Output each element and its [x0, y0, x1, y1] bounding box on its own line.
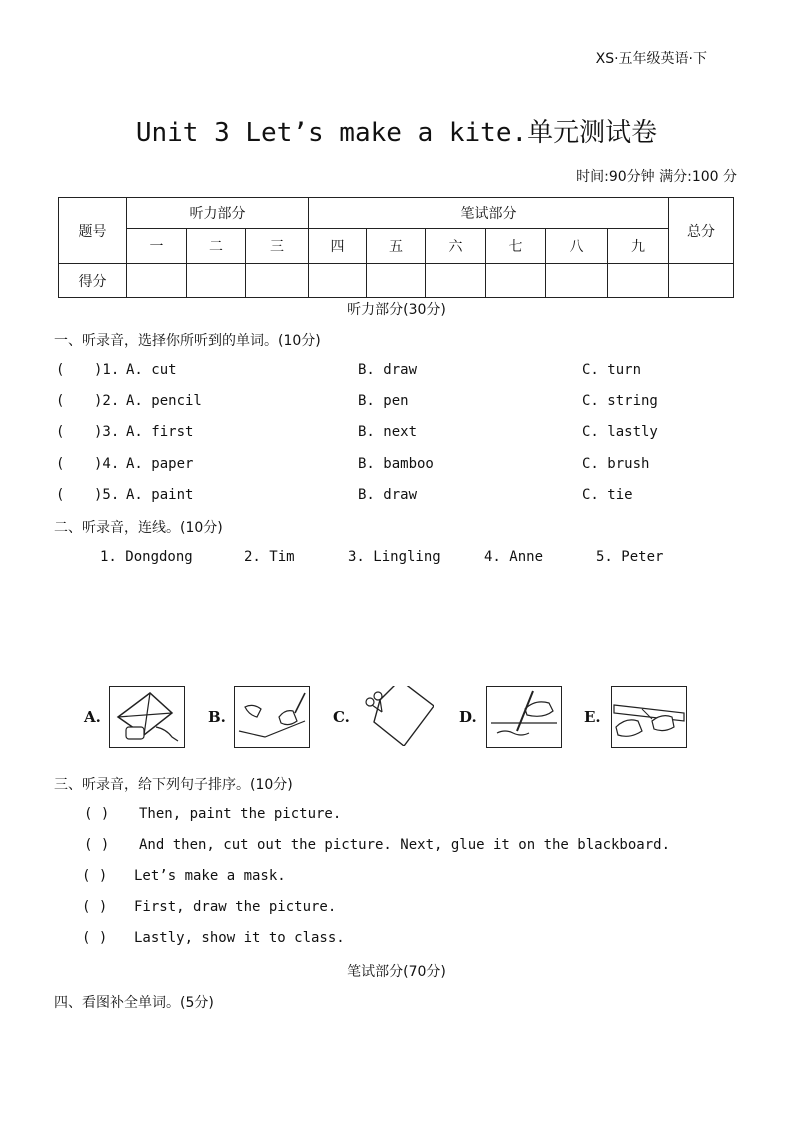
- option-c: C. turn: [582, 362, 642, 378]
- order-paren[interactable]: ( ): [82, 868, 108, 884]
- picture-label: B.: [208, 708, 226, 726]
- sentence-text: Lastly, show it to class.: [134, 930, 345, 946]
- sentence-text: Then, paint the picture.: [139, 806, 342, 822]
- kite-frame-icon[interactable]: [109, 686, 185, 748]
- option-b: B. pen: [358, 393, 409, 409]
- item-number: )1.: [94, 362, 120, 378]
- option-b: B. bamboo: [358, 456, 434, 472]
- item-number: )2.: [94, 393, 120, 409]
- option-b: B. next: [358, 424, 418, 440]
- writing-section-title: 笔试部分(70分): [347, 964, 446, 980]
- q3-title: 三、听录音，给下列句子排序。(10分): [54, 777, 293, 793]
- option-a: A. paint: [126, 487, 194, 503]
- numeral-cell: 九: [608, 229, 669, 264]
- page-title: [0, 112, 793, 149]
- item-number: )5.: [94, 487, 120, 503]
- score-entry-cell[interactable]: [608, 264, 669, 298]
- row-head-cell: 题号: [59, 198, 127, 264]
- listening-section-title: 听力部分(30分): [347, 302, 446, 318]
- item-number: )3.: [94, 424, 120, 440]
- answer-paren[interactable]: (: [56, 362, 65, 378]
- item-number: )4.: [94, 456, 120, 472]
- answer-paren[interactable]: (: [56, 424, 65, 440]
- score-table: [58, 197, 734, 298]
- answer-paren[interactable]: (: [56, 393, 65, 409]
- sentence-text: First, draw the picture.: [134, 899, 337, 915]
- tie-bamboo-icon[interactable]: [611, 686, 687, 748]
- numeral-cell: 八: [546, 229, 608, 264]
- drawing-hand-icon[interactable]: [234, 686, 310, 748]
- name-item[interactable]: 1. Dongdong: [100, 549, 193, 565]
- option-c: C. tie: [582, 487, 633, 503]
- score-entry-cell[interactable]: [309, 264, 367, 298]
- time-score-info: 时间:90分钟 满分:100 分: [576, 169, 737, 185]
- score-entry-cell[interactable]: [187, 264, 246, 298]
- score-entry-cell[interactable]: [546, 264, 608, 298]
- order-paren[interactable]: ( ): [84, 806, 110, 822]
- option-c: C. lastly: [582, 424, 658, 440]
- option-c: C. string: [582, 393, 658, 409]
- score-entry-cell[interactable]: [367, 264, 426, 298]
- option-a: A. paper: [126, 456, 194, 472]
- title-chinese: 单元测试卷: [527, 118, 658, 148]
- sentence-text: And then, cut out the picture. Next, glue it on the blackboard.: [139, 837, 671, 853]
- numeral-cell: 六: [426, 229, 486, 264]
- score-entry-cell[interactable]: [246, 264, 309, 298]
- listening-header: 听力部分: [127, 198, 309, 229]
- option-a: A. first: [126, 424, 194, 440]
- order-paren[interactable]: ( ): [82, 899, 108, 915]
- numeral-cell: 五: [367, 229, 426, 264]
- option-a: A. cut: [126, 362, 177, 378]
- writing-header: 笔试部分: [309, 198, 669, 229]
- answer-paren[interactable]: (: [56, 487, 65, 503]
- score-entry-cell[interactable]: [426, 264, 486, 298]
- name-item[interactable]: 5. Peter: [596, 549, 664, 565]
- numeral-cell: 四: [309, 229, 367, 264]
- q1-title: 一、听录音，选择你所听到的单词。(10分): [54, 333, 321, 349]
- numeral-cell: 三: [246, 229, 309, 264]
- option-b: B. draw: [358, 362, 418, 378]
- option-a: A. pencil: [126, 393, 202, 409]
- numeral-cell: 一: [127, 229, 187, 264]
- name-item[interactable]: 4. Anne: [484, 549, 544, 565]
- title-english: Unit 3 Let’s make a kite.: [135, 118, 528, 148]
- option-c: C. brush: [582, 456, 650, 472]
- total-entry-cell[interactable]: [669, 264, 734, 298]
- sentence-text: Let’s make a mask.: [134, 868, 286, 884]
- name-item[interactable]: 2. Tim: [244, 549, 295, 565]
- picture-label: E.: [584, 708, 601, 726]
- score-entry-cell[interactable]: [127, 264, 187, 298]
- scissors-cut-icon[interactable]: [360, 686, 434, 746]
- score-entry-cell[interactable]: [486, 264, 546, 298]
- picture-label: A.: [84, 708, 101, 726]
- option-b: B. draw: [358, 487, 418, 503]
- q4-title: 四、看图补全单词。(5分): [54, 995, 214, 1011]
- score-label-cell: 得分: [59, 264, 127, 298]
- order-paren[interactable]: ( ): [82, 930, 108, 946]
- q2-title: 二、听录音，连线。(10分): [54, 520, 223, 536]
- answer-paren[interactable]: (: [56, 456, 65, 472]
- total-header: 总分: [669, 198, 734, 264]
- numeral-cell: 七: [486, 229, 546, 264]
- picture-label: C.: [333, 708, 350, 726]
- numeral-cell: 二: [187, 229, 246, 264]
- picture-label: D.: [459, 708, 477, 726]
- order-paren[interactable]: ( ): [84, 837, 110, 853]
- name-item[interactable]: 3. Lingling: [348, 549, 441, 565]
- painting-brush-icon[interactable]: [486, 686, 562, 748]
- series-label: XS·五年级英语·下: [595, 51, 707, 67]
